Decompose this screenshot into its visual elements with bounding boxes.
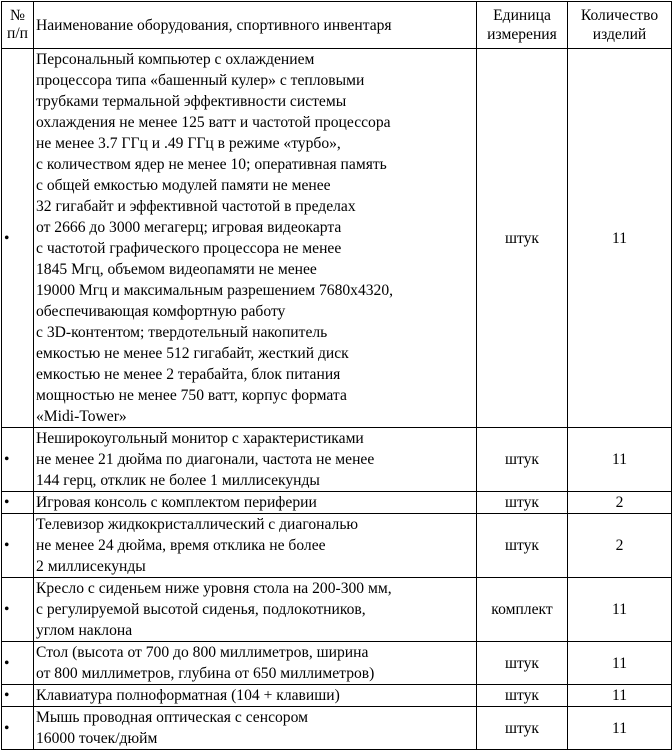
table-row	[2, 428, 672, 492]
row-unit: штук	[477, 514, 568, 578]
header-unit: Единица измерения	[477, 2, 568, 49]
row-bullet: •	[2, 642, 34, 685]
row-unit: штук	[477, 685, 568, 707]
row-unit: штук	[477, 642, 568, 685]
table-row	[2, 685, 672, 707]
row-bullet: •	[2, 685, 34, 707]
row-name: Персональный компьютер с охлаждением процессора типа «башенный кулер» с тепловыми трубками термальной эффективности системы охлаждения не менее 125 ватт и частотой процессора не менее 3.7 ГГц и .49 ГГц в режиме «турбо», с количеством ядер не менее 10; оперативная память с общей емкостью модулей памяти не менее 32 гигабайт и эффективной частотой в пределах от 2666 до 3000 мегагерц; игровая видеокарта с частотой графического процессора не менее 1845 Мгц, объемом видеопамяти не менее 19000 Мгц и максимальным разрешением 7680x4320, обеспечивающая комфортную работу с 3D-контентом; твердотельный накопитель емкостью не менее 512 гигабайт, жесткий диск емкостью не менее 2 терабайта, блок питания мощностью не менее 750 ватт, корпус формата «Midi-Tower»	[34, 49, 477, 428]
header-quantity: Количество изделий	[568, 2, 672, 49]
table-row	[2, 492, 672, 514]
row-name: Клавиатура полноформатная (104 + клавиши)	[34, 685, 477, 707]
table-header-row	[2, 2, 672, 49]
row-quantity: 11	[568, 578, 672, 642]
row-bullet: •	[2, 428, 34, 492]
table-row	[2, 514, 672, 578]
row-bullet: •	[2, 492, 34, 514]
row-name: Неширокоугольный монитор с характеристиками не менее 21 дюйма по диагонали, частота не менее 144 герц, отклик не более 1 миллисекунды	[34, 428, 477, 492]
row-name: Кресло с сиденьем ниже уровня стола на 200-300 мм, с регулируемой высотой сиденья, подлокотников, углом наклона	[34, 578, 477, 642]
row-unit: штук	[477, 707, 568, 750]
row-quantity: 11	[568, 685, 672, 707]
row-bullet: •	[2, 578, 34, 642]
row-unit: комплект	[477, 578, 568, 642]
row-name: Стол (высота от 700 до 800 миллиметров, ширина от 800 миллиметров, глубина от 650 миллиметров)	[34, 642, 477, 685]
table-row	[2, 642, 672, 685]
row-name: Игровая консоль с комплектом периферии	[34, 492, 477, 514]
row-quantity: 11	[568, 428, 672, 492]
row-bullet: •	[2, 514, 34, 578]
header-number: № п/п	[2, 2, 34, 49]
row-unit: штук	[477, 492, 568, 514]
equipment-table	[1, 1, 672, 750]
row-quantity: 11	[568, 707, 672, 750]
row-quantity: 11	[568, 49, 672, 428]
row-quantity: 2	[568, 492, 672, 514]
row-unit: штук	[477, 428, 568, 492]
table-row	[2, 49, 672, 428]
row-unit: штук	[477, 49, 568, 428]
row-name: Мышь проводная оптическая с сенсором 16000 точек/дюйм	[34, 707, 477, 750]
row-quantity: 11	[568, 642, 672, 685]
header-name: Наименование оборудования, спортивного инвентаря	[34, 2, 477, 49]
row-bullet: •	[2, 49, 34, 428]
row-bullet: •	[2, 707, 34, 750]
row-name: Телевизор жидкокристаллический с диагональю не менее 24 дюйма, время отклика не более 2 миллисекунды	[34, 514, 477, 578]
table-row	[2, 578, 672, 642]
row-quantity: 2	[568, 514, 672, 578]
table-row	[2, 707, 672, 750]
